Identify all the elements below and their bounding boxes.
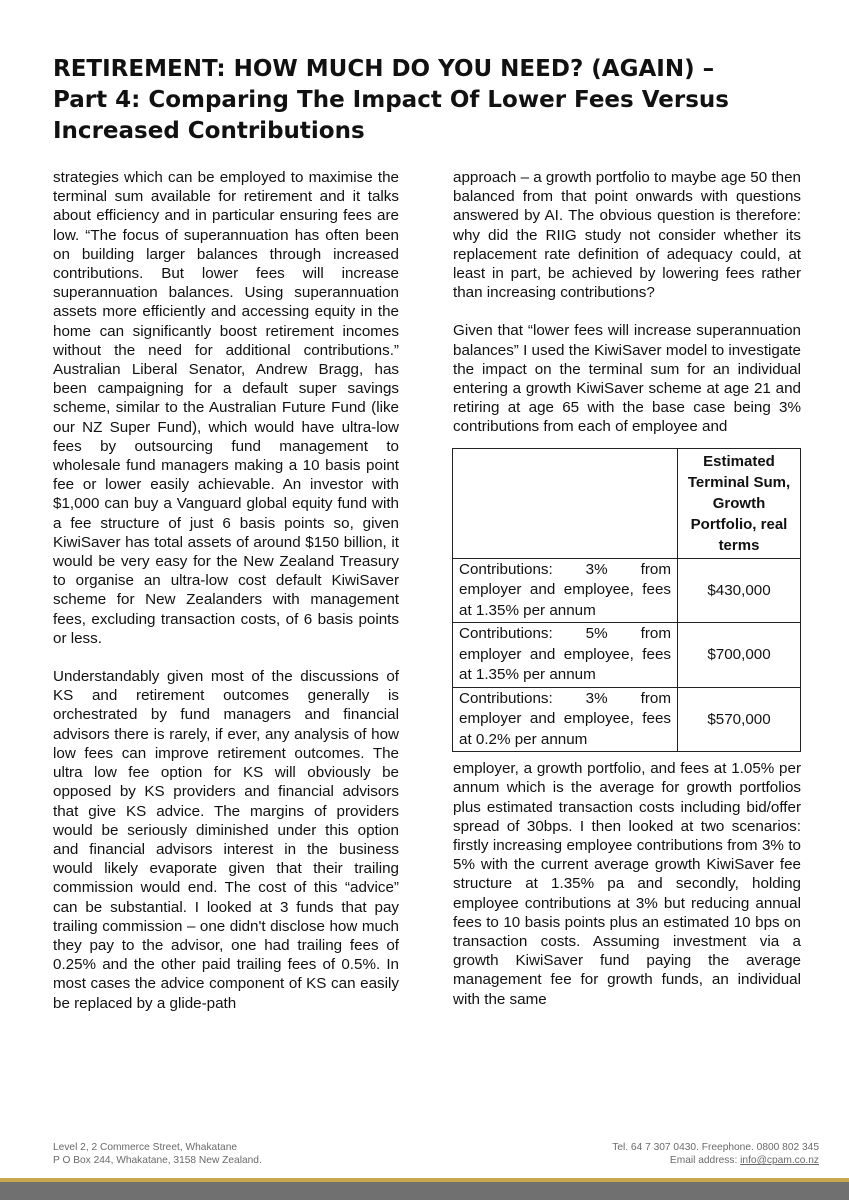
- title-line-2: Part 4: Comparing The Impact Of Lower Fees Versus: [53, 87, 729, 113]
- table-header-row: [453, 448, 801, 558]
- terminal-sum-table: [452, 448, 801, 753]
- title-line-1: RETIREMENT: HOW MUCH DO YOU NEED? (AGAIN) –: [53, 56, 715, 82]
- right-paragraph-1: approach – a growth portfolio to maybe age 50 then balanced from that point onwards with questions answered by AI. The obvious question is therefore: why did the RIIG study not consider whether its replacement rate definition of adequacy could, at least in part, be achieved by lowering fees rather than increasing contributions?: [453, 169, 801, 302]
- table-row: [453, 623, 801, 688]
- left-column: [53, 168, 399, 1013]
- table-row-value: $700,000: [678, 623, 801, 688]
- right-paragraph-3: employer, a growth portfolio, and fees at 1.05% per annum which is the average for growth portfolios plus estimated transaction costs including bid/offer spread of 30bps. I then looked at two scenarios: firstly increasing employee contributions from 3% to 5% with the current average growth KiwiSaver fee structure at 1.35% pa and secondly, holding employee contributions at 3% but reducing annual fees to 10 basis points plus an estimated 10 bps on transaction costs. Assuming investment via a growth KiwiSaver fund paying the average management fee for growth funds, an individual with the same: [453, 760, 801, 1008]
- footer-address-line-1: Level 2, 2 Commerce Street, Whakatane: [53, 1142, 238, 1153]
- left-paragraph-1: strategies which can be employed to maximise the terminal sum available for retirement and it talks about efficiency and in particular ensuring fees are low. “The focus of superannuation has often been on building larger balances through increased contributions. But lower fees will increase superannuation balances. Using superannuation assets more efficiently and accessing equity in the home can significantly boost retirement incomes without the need for additional contributions.” Australian Liberal Senator, Andrew Bragg, has been campaigning for a default super savings scheme, similar to the Australian Future Fund (like our NZ Super Fund), which would have ultra-low fees by outsourcing fund management to wholesale fund managers making a 10 basis point fee or lower easily achievable. An investor with $1,000 can buy a Vanguard global equity fund with a fee structure of just 6 basis points so, given KiwiSaver has total assets of around $150 billion, it would be very easy for the New Zealand Treasury to organise an ultra-low cost default KiwiSaver scheme for New Zealanders with management fees, excluding transaction costs, of 6 basis points or less.: [53, 169, 399, 647]
- table-row-value: $570,000: [678, 687, 801, 752]
- page-title: [53, 54, 813, 147]
- table-row-label: Contributions: 3% from employer and employee, fees at 1.35% per annum: [453, 558, 678, 623]
- footer-accent-stripe: [0, 1178, 849, 1182]
- table-row: [453, 687, 801, 752]
- footer-email-line: [612, 1154, 819, 1167]
- right-column: [453, 168, 801, 1009]
- table-row-label: Contributions: 5% from employer and employee, fees at 1.35% per annum: [453, 623, 678, 688]
- footer-email-link[interactable]: info@cpam.co.nz: [740, 1155, 819, 1166]
- left-paragraph-2: Understandably given most of the discussions of KS and retirement outcomes generally is orchestrated by fund managers and financial advisors there is rarely, if ever, any analysis of how low fees can improve retirement outcomes. The ultra low fee option for KS will obviously be opposed by KS providers and financial advisors that give KS advice. The margins of providers would be seriously diminished under this option and financial advisors interest in the business would likely evaporate given that their trailing commission would end. The cost of this “advice” can be substantial. I looked at 3 funds that pay trailing commission – one didn't disclose how much they pay to the advisor, one had trailing fees of 0.25% and the other paid trailing fees of 0.5%. In most cases the advice component of KS can easily be replaced by a glide-path: [53, 668, 399, 1012]
- title-line-3: Increased Contributions: [53, 118, 365, 144]
- table-row: [453, 558, 801, 623]
- table-header-cell: Estimated Terminal Sum, Growth Portfolio, real terms: [678, 448, 801, 558]
- footer-phone: Tel. 64 7 307 0430. Freephone. 0800 802 345: [612, 1142, 819, 1153]
- table-header-blank: [453, 448, 678, 558]
- footer-contact: [612, 1141, 819, 1167]
- footer-address: [53, 1141, 262, 1167]
- right-paragraph-2: Given that “lower fees will increase superannuation balances” I used the KiwiSaver model to investigate the impact on the terminal sum for an individual entering a growth KiwiSaver scheme at age 21 and retiring at age 65 with the base case being 3% contributions from each of employee and: [453, 322, 801, 436]
- table-row-label: Contributions: 3% from employer and employee, fees at 0.2% per annum: [453, 687, 678, 752]
- table-row-value: $430,000: [678, 558, 801, 623]
- footer-email-label: Email address:: [669, 1155, 741, 1166]
- footer-address-line-2: P O Box 244, Whakatane, 3158 New Zealand.: [53, 1155, 262, 1166]
